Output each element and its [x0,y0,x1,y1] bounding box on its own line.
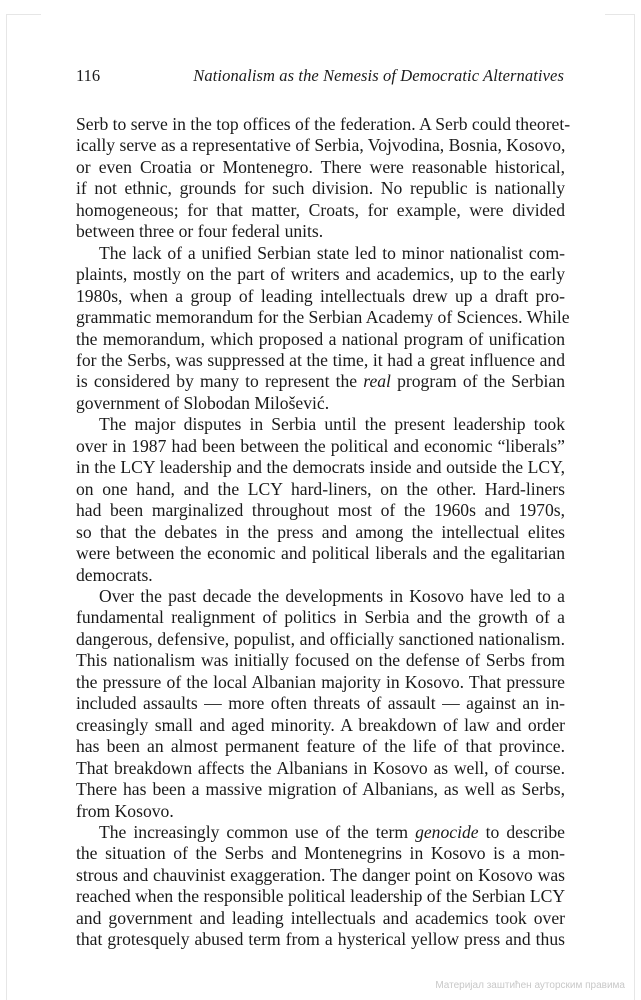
text-line: for the Serbs, was suppressed at the time, it had a great influence and [76,349,565,370]
text-line: from Kosovo. [76,800,174,821]
page-number: 116 [76,66,101,85]
text-line: That breakdown affects the Albanians in Kosovo as well, of course. [76,757,565,778]
text-line: ically serve as a representative of Serbia, Vojvodina, Bosnia, Kosovo, [76,135,566,156]
text-line: democrats. [76,564,153,585]
page-edge-top-left [6,14,41,15]
text-line: were between the economic and political liberals and the egalitarian [76,543,565,564]
text-line: the situation of the Serbs and Montenegrins in Kosovo is a mon- [76,843,565,864]
text-line: between three or four federal units. [76,221,324,242]
text-line: included assaults — more often threats of assault — against an in- [76,693,565,714]
copyright-watermark: Материјал заштићен ауторским правима [435,980,625,991]
text-line: government of Slobodan Milošević. [76,392,330,413]
text-line: Serb to serve in the top offices of the federation. A Serb could theoret- [76,114,571,134]
text-line: The lack of a unified Serbian state led to minor nationalist com- [99,242,565,263]
text-line: had been marginalized throughout most of the 1960s and 1970s, [76,500,565,521]
text-line: reached when the responsible political leadership of the Serbian LCY [76,886,566,907]
text-line: 1980s, when a group of leading intellectuals drew up a draft pro- [76,285,565,306]
text-line [76,822,565,843]
running-title: Nationalism as the Nemesis of Democratic Alternatives [193,66,564,85]
text-line: strous and chauvinist exaggeration. The danger point on Kosovo was [76,864,565,885]
page-edge-right [634,14,635,1000]
text-line: There has been a massive migration of Albanians, as well as Serbs, [76,779,565,800]
text-line: the pressure of the local Albanian majority in Kosovo. That pressure [76,671,565,692]
text-run: is considered by many to represent the [76,371,364,392]
text-line: and government and leading intellectuals and academics took over [76,907,565,928]
text-line: that grotesquely abused term from a hysterical yellow press and thus [76,929,565,950]
text-line: has been an almost permanent feature of the life of that province. [76,736,565,757]
body-text [76,114,571,951]
text-line: over in 1987 had been between the political and economic “liberals” [76,435,565,456]
page-edge-left [6,14,7,1000]
text-run: program of the Serbian [390,371,565,392]
text-line: if not ethnic, grounds for such division. No republic is nationally [76,178,565,199]
text-line: in the LCY leadership and the democrats inside and outside the LCY, [76,457,565,478]
text-line: the memorandum, which proposed a national program of unification [76,328,565,349]
running-head [76,66,564,88]
text-line: homogeneous; for that matter, Croats, for example, were divided [76,199,565,220]
italic-term: genocide [415,821,479,842]
text-line: on one hand, and the LCY hard-liners, on the other. Hard-liners [76,478,565,499]
page-edge-top-right [605,14,635,15]
text-run: The increasingly common use of the term [99,821,416,842]
text-line [76,371,565,392]
text-line: grammatic memorandum for the Serbian Academy of Sciences. While [76,307,570,328]
text-line: or even Croatia or Montenegro. There were reasonable historical, [76,156,565,177]
text-line: The major disputes in Serbia until the present leadership took [99,414,565,435]
text-line: dangerous, defensive, populist, and officially sanctioned nationalism. [76,628,565,649]
text-line: plaints, mostly on the part of writers and academics, up to the early [76,264,565,285]
text-line: creasingly small and aged minority. A breakdown of law and order [76,714,565,735]
text-line: fundamental realignment of politics in Serbia and the growth of a [76,607,565,628]
text-line: Over the past decade the developments in Kosovo have led to a [99,585,565,606]
text-line: so that the debates in the press and among the intellectual elites [76,521,565,542]
text-run: to describe [478,821,565,842]
italic-term: real [363,371,391,392]
text-line: This nationalism was initially focused on the defense of Serbs from [76,650,565,671]
